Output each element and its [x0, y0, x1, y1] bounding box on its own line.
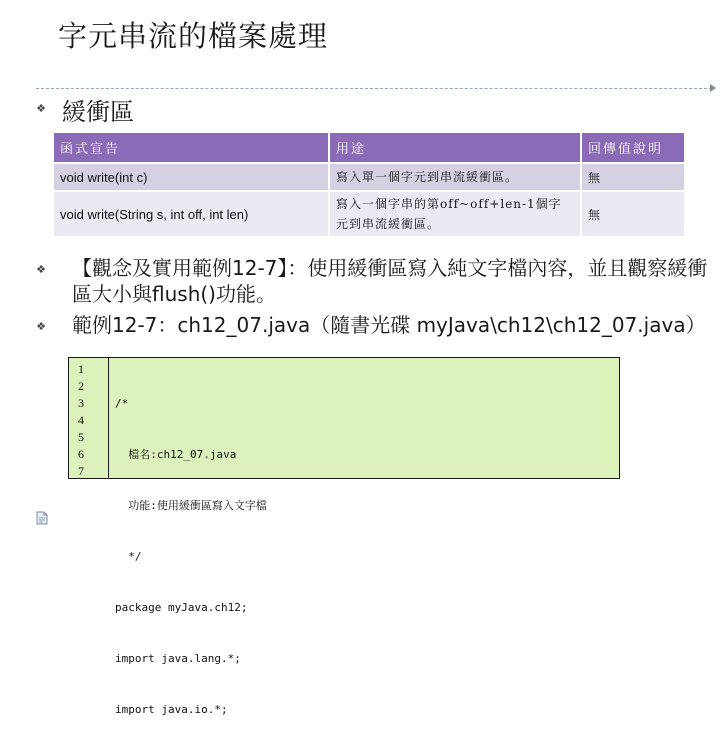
table-row — [53, 191, 685, 237]
cell-declaration: void write(String s, int off, int len) — [53, 191, 329, 237]
cell-return: 無 — [581, 191, 685, 237]
code-line: 檔名:ch12_07.java — [115, 448, 237, 461]
api-table — [52, 131, 686, 238]
line-number: 4 — [78, 413, 84, 427]
cell-declaration: void write(int c) — [53, 163, 329, 191]
code-line: /* — [115, 397, 129, 410]
line-number: 2 — [78, 379, 84, 393]
line-number-gutter — [69, 358, 109, 478]
code-line: import java.lang.*; — [115, 652, 241, 665]
line-number: 1 — [78, 362, 84, 376]
table-row — [53, 163, 685, 191]
cell-return: 無 — [581, 163, 685, 191]
diamond-bullet-icon: ❖ — [36, 263, 46, 276]
example-description: 【觀念及實用範例12-7】：使用緩衝區寫入純文字檔內容，並且觀察緩衝區大小與flush()功能。 — [72, 256, 708, 306]
code-line: 功能:使用緩衝區寫入文字檔 — [115, 499, 267, 512]
diamond-bullet-icon: ❖ — [36, 320, 46, 333]
slide-title: 字元串流的檔案處理 — [58, 19, 329, 53]
line-number: 7 — [78, 464, 84, 478]
example-source: 範例12-7：ch12_07.java（隨書光碟 myJava\ch12\ch12_07.java） — [72, 313, 706, 337]
header-return: 回傳值說明 — [581, 132, 685, 163]
title-divider — [36, 88, 712, 89]
code-line: */ — [115, 550, 142, 563]
code-listing — [68, 357, 620, 716]
line-number: 5 — [78, 430, 84, 444]
divider-arrow-icon — [710, 84, 716, 92]
cell-usage: 寫入單一個字元到串流緩衝區。 — [329, 163, 581, 191]
code-line: package myJava.ch12; — [115, 601, 248, 614]
line-number: 6 — [78, 447, 84, 461]
document-nav-icon[interactable] — [36, 511, 48, 525]
cell-usage: 寫入一個字串的第off~off+len-1個字元到串流緩衝區。 — [329, 191, 581, 237]
line-number: 3 — [78, 396, 84, 410]
code-line: import java.io.*; — [115, 703, 228, 716]
header-usage: 用途 — [329, 132, 581, 163]
diamond-bullet-icon: ❖ — [36, 102, 46, 115]
header-declaration: 函式宣告 — [53, 132, 329, 163]
table-header-row — [53, 132, 685, 163]
section-heading: 緩衝區 — [62, 98, 134, 126]
code-text — [115, 358, 615, 752]
